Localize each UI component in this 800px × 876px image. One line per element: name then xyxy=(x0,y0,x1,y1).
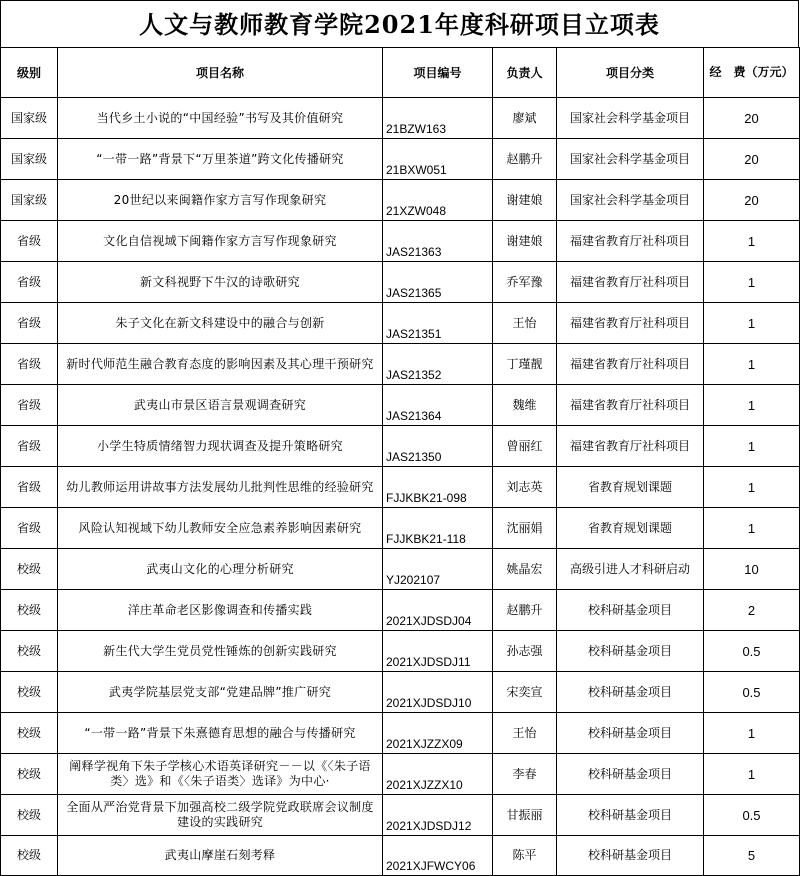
cell-category: 福建省教育厅社科项目 xyxy=(557,303,704,344)
cell-leader: 丁瑾靓 xyxy=(493,344,557,385)
cell-project-code: JAS21364 xyxy=(383,385,493,426)
cell-funding: 1 xyxy=(704,467,800,508)
cell-project-name: 武夷学院基层党支部“党建品牌”推广研究 xyxy=(58,672,383,713)
cell-funding: 1 xyxy=(704,508,800,549)
cell-project-name: 文化自信视域下闽籍作家方言写作现象研究 xyxy=(58,221,383,262)
cell-level: 省级 xyxy=(1,344,58,385)
cell-project-code: 2021XJDSDJ10 xyxy=(383,672,493,713)
cell-level: 国家级 xyxy=(1,139,58,180)
cell-level: 国家级 xyxy=(1,180,58,221)
cell-category: 校科研基金项目 xyxy=(557,713,704,754)
cell-category: 福建省教育厅社科项目 xyxy=(557,385,704,426)
cell-project-code: 2021XJZZX10 xyxy=(383,754,493,795)
cell-leader: 刘志英 xyxy=(493,467,557,508)
cell-funding: 1 xyxy=(704,262,800,303)
cell-funding: 1 xyxy=(704,303,800,344)
cell-category: 校科研基金项目 xyxy=(557,590,704,631)
cell-leader: 宋奕宣 xyxy=(493,672,557,713)
cell-leader: 谢建娘 xyxy=(493,221,557,262)
cell-level: 国家级 xyxy=(1,98,58,139)
table-row xyxy=(1,221,800,262)
table-row xyxy=(1,426,800,467)
cell-category: 国家社会科学基金项目 xyxy=(557,139,704,180)
project-table xyxy=(0,47,800,876)
cell-leader: 谢建娘 xyxy=(493,180,557,221)
cell-level: 省级 xyxy=(1,426,58,467)
table-row xyxy=(1,795,800,836)
cell-leader: 赵鹏升 xyxy=(493,590,557,631)
cell-level: 校级 xyxy=(1,672,58,713)
cell-project-code: YJ202107 xyxy=(383,549,493,590)
cell-project-code: 21XZW048 xyxy=(383,180,493,221)
cell-funding: 20 xyxy=(704,180,800,221)
cell-leader: 沈丽娟 xyxy=(493,508,557,549)
cell-category: 校科研基金项目 xyxy=(557,795,704,836)
header-category: 项目分类 xyxy=(557,48,704,98)
cell-project-name: 风险认知视域下幼儿教师安全应急素养影响因素研究 xyxy=(58,508,383,549)
cell-funding: 5 xyxy=(704,836,800,876)
cell-project-name: “一带一路”背景下“万里茶道”跨文化传播研究 xyxy=(58,139,383,180)
cell-project-name: 新生代大学生党员党性锤炼的创新实践研究 xyxy=(58,631,383,672)
cell-category: 省教育规划课题 xyxy=(557,467,704,508)
cell-project-name: 幼儿教师运用讲故事方法发展幼儿批判性思维的经验研究 xyxy=(58,467,383,508)
cell-funding: 1 xyxy=(704,713,800,754)
cell-category: 校科研基金项目 xyxy=(557,754,704,795)
cell-leader: 甘振丽 xyxy=(493,795,557,836)
cell-leader: 孙志强 xyxy=(493,631,557,672)
cell-project-code: JAS21363 xyxy=(383,221,493,262)
header-row xyxy=(1,48,800,98)
cell-level: 校级 xyxy=(1,754,58,795)
table-row xyxy=(1,549,800,590)
header-funding: 经 费（万元） xyxy=(704,48,800,98)
cell-funding: 0.5 xyxy=(704,672,800,713)
table-row xyxy=(1,508,800,549)
header-level: 级别 xyxy=(1,48,58,98)
cell-level: 校级 xyxy=(1,713,58,754)
cell-leader: 陈平 xyxy=(493,836,557,876)
header-project-name: 项目名称 xyxy=(58,48,383,98)
table-row xyxy=(1,262,800,303)
cell-leader: 曾丽红 xyxy=(493,426,557,467)
table-row xyxy=(1,385,800,426)
table-body xyxy=(1,98,800,876)
cell-project-name: 武夷山文化的心理分析研究 xyxy=(58,549,383,590)
cell-project-code: 2021XJDSDJ04 xyxy=(383,590,493,631)
table-row xyxy=(1,631,800,672)
cell-funding: 1 xyxy=(704,385,800,426)
cell-category: 省教育规划课题 xyxy=(557,508,704,549)
cell-category: 高级引进人才科研启动 xyxy=(557,549,704,590)
cell-project-code: FJJKBK21-098 xyxy=(383,467,493,508)
header-project-code: 项目编号 xyxy=(383,48,493,98)
cell-project-code: 2021XJDSDJ11 xyxy=(383,631,493,672)
header-leader: 负责人 xyxy=(493,48,557,98)
cell-funding: 1 xyxy=(704,426,800,467)
cell-leader: 姚晶宏 xyxy=(493,549,557,590)
cell-category: 校科研基金项目 xyxy=(557,836,704,876)
cell-project-name: 20世纪以来闽籍作家方言写作现象研究 xyxy=(58,180,383,221)
cell-project-code: JAS21365 xyxy=(383,262,493,303)
cell-project-name: 新时代师范生融合教育态度的影响因素及其心理干预研究 xyxy=(58,344,383,385)
cell-project-code: FJJKBK21-118 xyxy=(383,508,493,549)
cell-project-code: JAS21352 xyxy=(383,344,493,385)
cell-funding: 0.5 xyxy=(704,795,800,836)
cell-level: 校级 xyxy=(1,795,58,836)
cell-project-code: 2021XJZZX09 xyxy=(383,713,493,754)
cell-funding: 0.5 xyxy=(704,631,800,672)
cell-level: 校级 xyxy=(1,590,58,631)
cell-project-name: 洋庄革命老区影像调查和传播实践 xyxy=(58,590,383,631)
table-row xyxy=(1,180,800,221)
cell-category: 国家社会科学基金项目 xyxy=(557,98,704,139)
table-row xyxy=(1,98,800,139)
cell-project-code: 21BZW163 xyxy=(383,98,493,139)
table-row xyxy=(1,713,800,754)
cell-category: 福建省教育厅社科项目 xyxy=(557,344,704,385)
cell-leader: 乔军豫 xyxy=(493,262,557,303)
table-row xyxy=(1,590,800,631)
cell-level: 校级 xyxy=(1,549,58,590)
cell-funding: 2 xyxy=(704,590,800,631)
cell-funding: 1 xyxy=(704,754,800,795)
cell-project-name: 当代乡土小说的“中国经验”书写及其价值研究 xyxy=(58,98,383,139)
cell-project-code: 2021XJFWCY06 xyxy=(383,836,493,876)
cell-level: 省级 xyxy=(1,221,58,262)
table-title: 人文与教师教育学院2021年度科研项目立项表 xyxy=(0,0,799,47)
cell-project-code: JAS21351 xyxy=(383,303,493,344)
cell-category: 福建省教育厅社科项目 xyxy=(557,426,704,467)
table-row xyxy=(1,139,800,180)
cell-level: 校级 xyxy=(1,631,58,672)
cell-funding: 1 xyxy=(704,221,800,262)
table-row xyxy=(1,836,800,876)
cell-level: 省级 xyxy=(1,303,58,344)
cell-funding: 1 xyxy=(704,344,800,385)
cell-project-name: “一带一路”背景下朱熹德育思想的融合与传播研究 xyxy=(58,713,383,754)
cell-project-name: 朱子文化在新文科建设中的融合与创新 xyxy=(58,303,383,344)
cell-category: 国家社会科学基金项目 xyxy=(557,180,704,221)
cell-level: 省级 xyxy=(1,262,58,303)
cell-leader: 廖斌 xyxy=(493,98,557,139)
cell-leader: 赵鹏升 xyxy=(493,139,557,180)
cell-leader: 魏维 xyxy=(493,385,557,426)
cell-project-code: 21BXW051 xyxy=(383,139,493,180)
cell-level: 校级 xyxy=(1,836,58,876)
cell-project-name: 新文科视野下牛汉的诗歌研究 xyxy=(58,262,383,303)
cell-category: 校科研基金项目 xyxy=(557,631,704,672)
cell-project-name: 武夷山市景区语言景观调查研究 xyxy=(58,385,383,426)
cell-project-name: 全面从严治党背景下加强高校二级学院党政联席会议制度建设的实践研究 xyxy=(58,795,383,836)
cell-category: 福建省教育厅社科项目 xyxy=(557,262,704,303)
cell-category: 校科研基金项目 xyxy=(557,672,704,713)
cell-project-code: JAS21350 xyxy=(383,426,493,467)
table-row xyxy=(1,754,800,795)
cell-funding: 10 xyxy=(704,549,800,590)
cell-funding: 20 xyxy=(704,139,800,180)
cell-level: 省级 xyxy=(1,508,58,549)
cell-category: 福建省教育厅社科项目 xyxy=(557,221,704,262)
table-row xyxy=(1,672,800,713)
table-row xyxy=(1,344,800,385)
cell-funding: 20 xyxy=(704,98,800,139)
cell-project-name: 阐释学视角下朱子学核心术语英译研究－－以《〈朱子语类〉选》和《〈朱子语类〉选译》为中心· xyxy=(58,754,383,795)
cell-level: 省级 xyxy=(1,385,58,426)
cell-level: 省级 xyxy=(1,467,58,508)
cell-leader: 王怡 xyxy=(493,303,557,344)
cell-project-name: 小学生特质情绪智力现状调查及提升策略研究 xyxy=(58,426,383,467)
table-row xyxy=(1,303,800,344)
cell-project-name: 武夷山摩崖石刻考释 xyxy=(58,836,383,876)
cell-project-code: 2021XJDSDJ12 xyxy=(383,795,493,836)
cell-leader: 李春 xyxy=(493,754,557,795)
table-row xyxy=(1,467,800,508)
cell-leader: 王怡 xyxy=(493,713,557,754)
